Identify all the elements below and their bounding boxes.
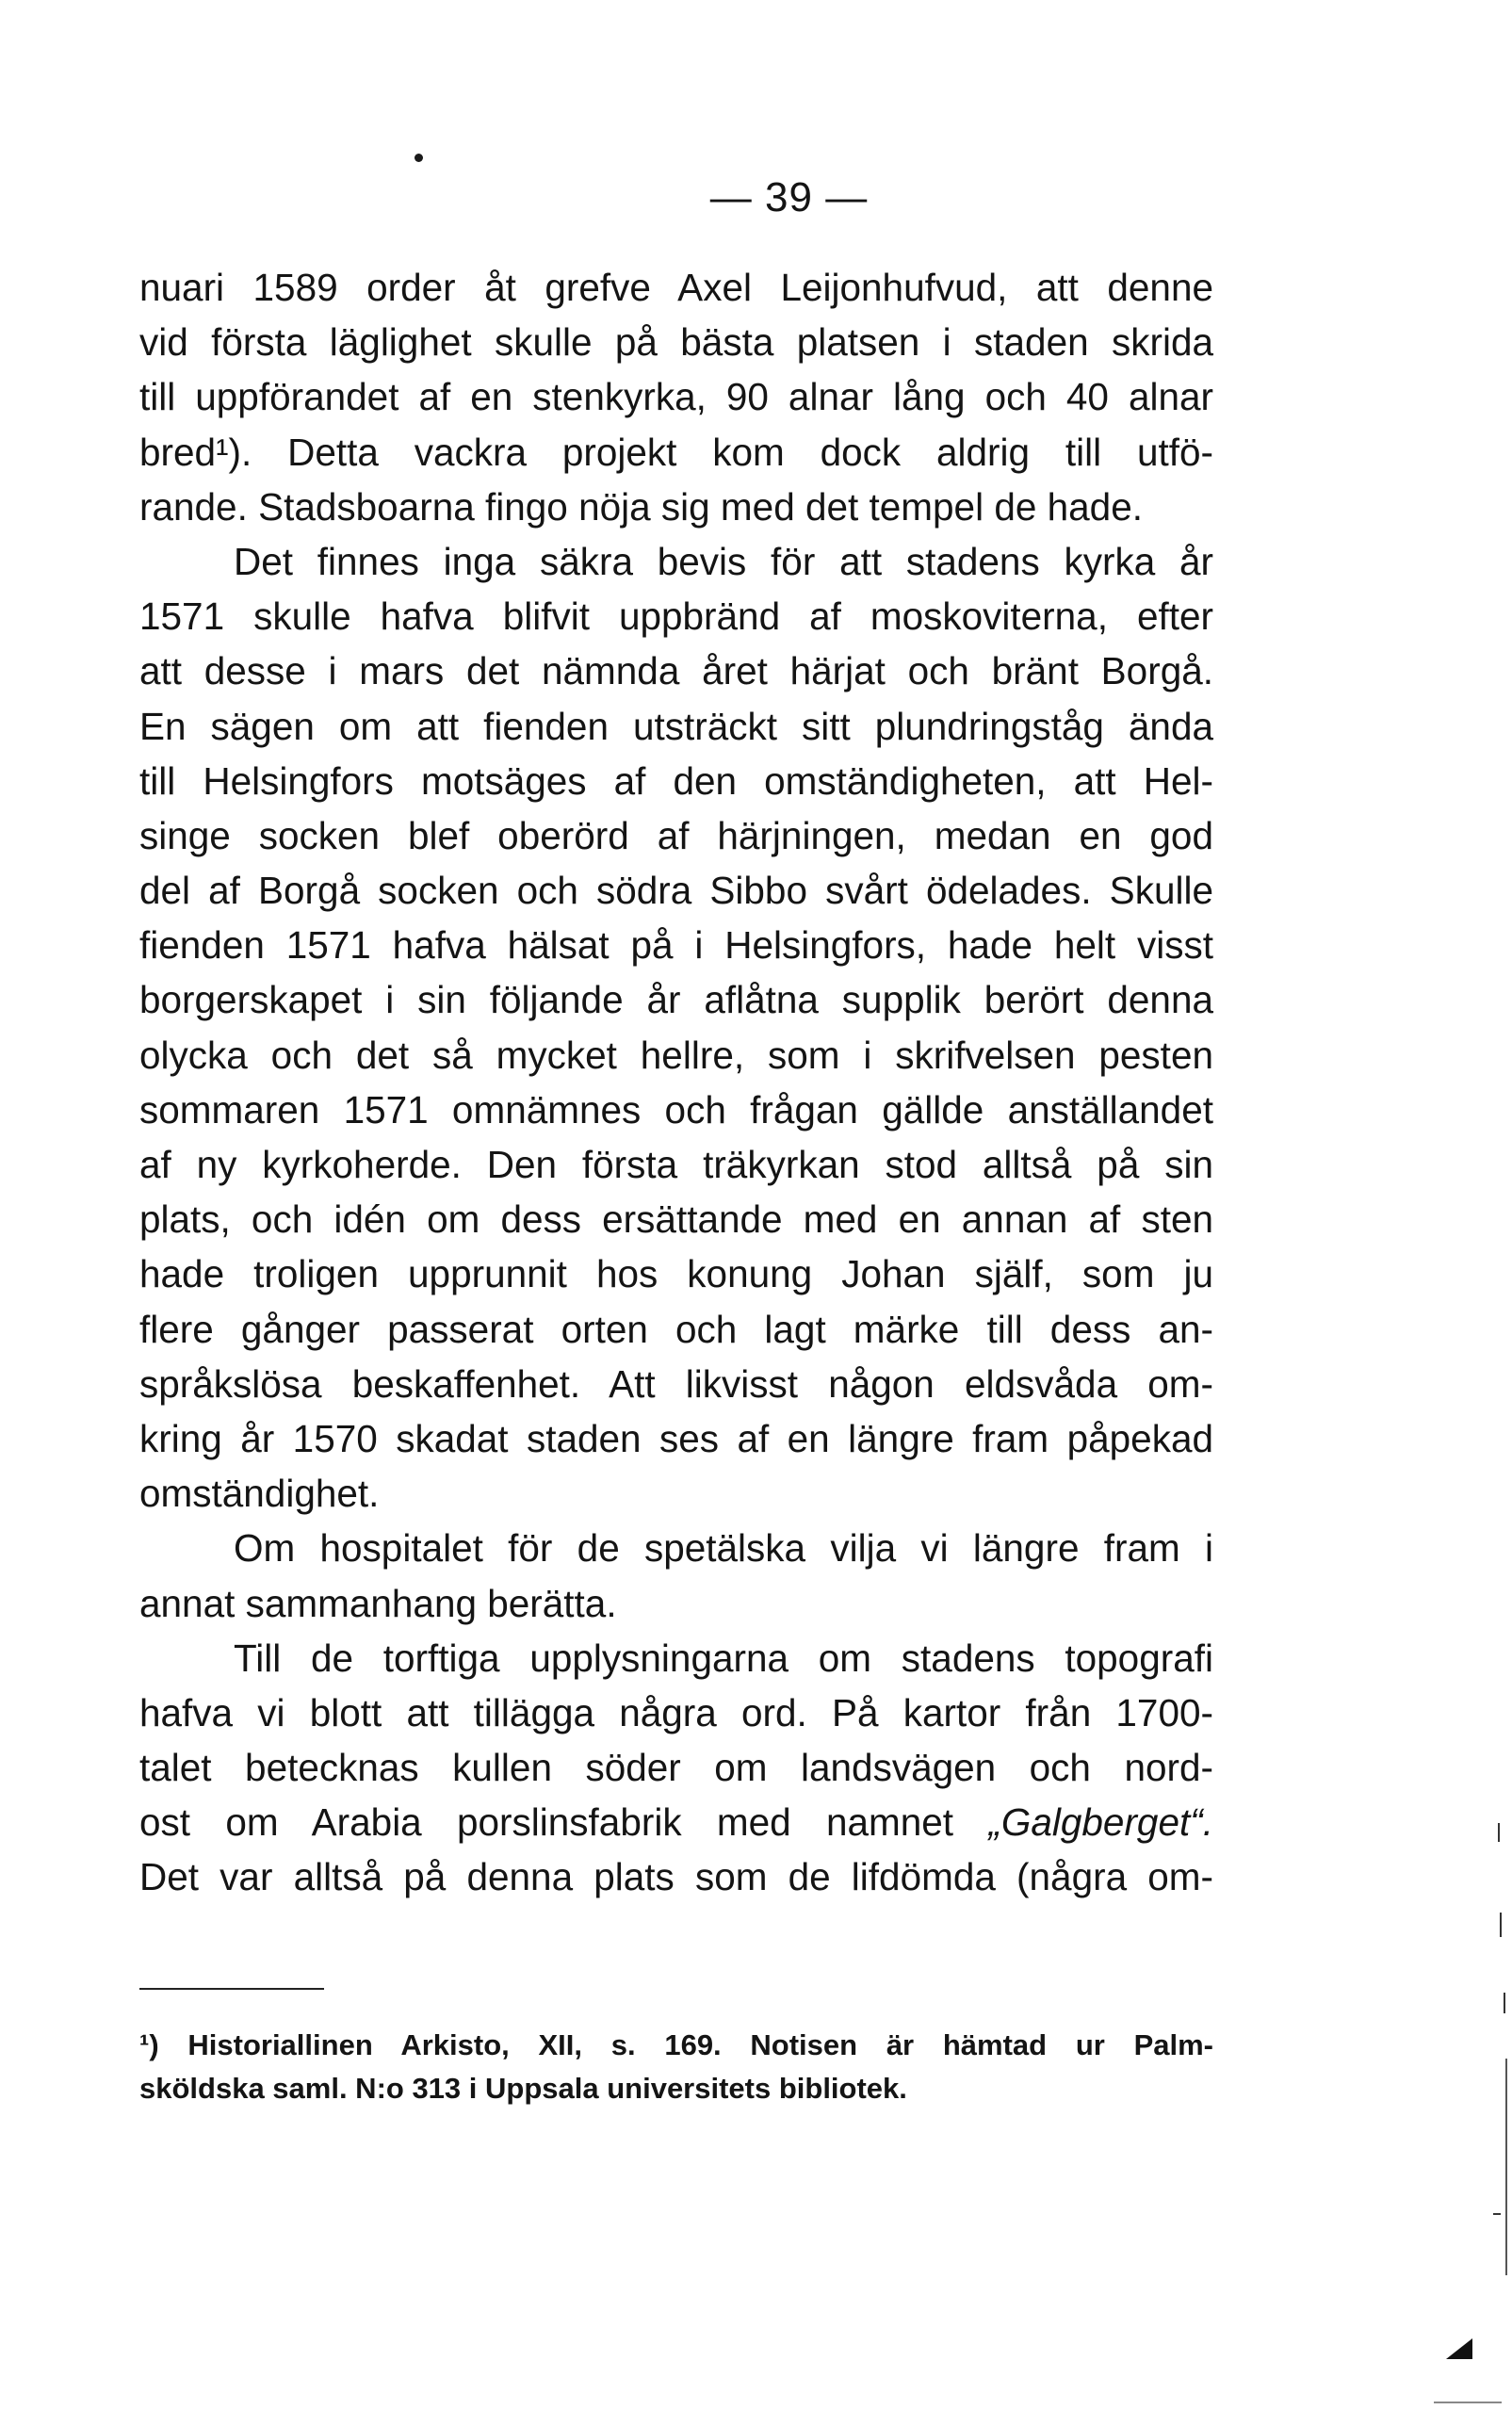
text-line: af ny kyrkoherde. Den första träkyrkan stod alltså på sin <box>139 1143 1213 1186</box>
scan-edge-mark <box>1505 2059 1507 2275</box>
text-line: Till de torftiga upplysningarna om stadens topografi <box>234 1636 1213 1680</box>
footnotes <box>139 2024 1213 2110</box>
text-line: språkslösa beskaffenhet. Att likvisst någon eldsvåda om- <box>139 1361 1213 1406</box>
text-line: till uppförandet af en stenkyrka, 90 alnar lång och 40 alnar <box>139 375 1213 419</box>
footnote-line: ¹) Historiallinen Arkisto, XII, s. 169. Notisen är hämtad ur Palm- <box>139 2028 1213 2061</box>
scan-edge-mark <box>1504 1993 1505 2013</box>
text-line-with-name <box>139 1795 1213 1849</box>
text-line: kring år 1570 skadat staden ses af en längre fram påpekad <box>139 1416 1213 1460</box>
page-number: — 39 — <box>709 174 869 220</box>
place-name-galgberget: „Galgberget“. <box>988 1800 1213 1845</box>
text-line: sommaren 1571 omnämnes och frågan gällde anställandet <box>139 1087 1213 1132</box>
scan-edge-mark <box>1434 2402 1502 2403</box>
text-line-start: ost om Arabia porslinsfabrik med namnet <box>139 1800 954 1845</box>
text-line: En sägen om att fienden utsträckt sitt plundringståg ända <box>139 704 1213 748</box>
scan-edge-mark <box>1493 2213 1501 2215</box>
text-line: att desse i mars det nämnda året härjat och bränt Borgå. <box>139 649 1213 693</box>
text-line: rande. Stadsboarna fingo nöja sig med det tempel de hade. <box>139 484 1143 529</box>
text-line: hafva vi blott att tillägga några ord. På kartor från 1700- <box>139 1690 1213 1734</box>
text-line: del af Borgå socken och södra Sibbo svårt ödelades. Skulle <box>139 869 1213 913</box>
corner-mark <box>1446 2338 1472 2359</box>
text-line: nuari 1589 order åt grefve Axel Leijonhufvud, att denne <box>139 266 1213 309</box>
scan-edge-mark <box>1500 1913 1502 1937</box>
text-line: plats, och idén om dess ersättande med en annan af sten <box>139 1197 1213 1242</box>
text-line: 1571 skulle hafva blifvit uppbränd af moskoviterna, efter <box>139 594 1213 639</box>
text-line: Det finnes inga säkra bevis för att stadens kyrka år <box>234 539 1213 583</box>
text-line: annat sammanhang berätta. <box>139 1581 617 1625</box>
text-line: fienden 1571 hafva hälsat på i Helsingfors, hade helt visst <box>139 923 1213 968</box>
text-line: vid första läglighet skulle på bästa platsen i staden skrida <box>139 320 1213 365</box>
ink-dot <box>415 154 423 162</box>
text-line: omständighet. <box>139 1472 380 1516</box>
text-line: hade troligen upprunnit hos konung Johan själf, som ju <box>139 1252 1213 1296</box>
text-line: olycka och det så mycket hellre, som i skrifvelsen pesten <box>139 1033 1213 1077</box>
footnote-divider <box>139 1988 324 1990</box>
text-line: flere gånger passerat orten och lagt märke till dess an- <box>139 1307 1213 1351</box>
text-line: Om hospitalet för de spetälska vilja vi längre fram i <box>234 1526 1213 1571</box>
text-line: borgerskapet i sin följande år aflåtna supplik berört denna <box>139 978 1213 1022</box>
body-text <box>139 260 1213 1905</box>
text-line: talet betecknas kullen söder om landsvägen och nord- <box>139 1746 1213 1790</box>
footnote-line: sköldska saml. N:o 313 i Uppsala universitets bibliotek. <box>139 2072 907 2105</box>
scan-edge-mark <box>1498 1823 1500 1842</box>
text-line: bred¹). Detta vackra projekt kom dock aldrig till utfö- <box>139 430 1213 474</box>
text-line: till Helsingfors motsäges af den omständigheten, att Hel- <box>139 758 1213 803</box>
text-line: singe socken blef oberörd af härjningen, medan en god <box>139 813 1213 857</box>
text-line: Det var alltså på denna plats som de lifdömda (några om- <box>139 1855 1213 1899</box>
